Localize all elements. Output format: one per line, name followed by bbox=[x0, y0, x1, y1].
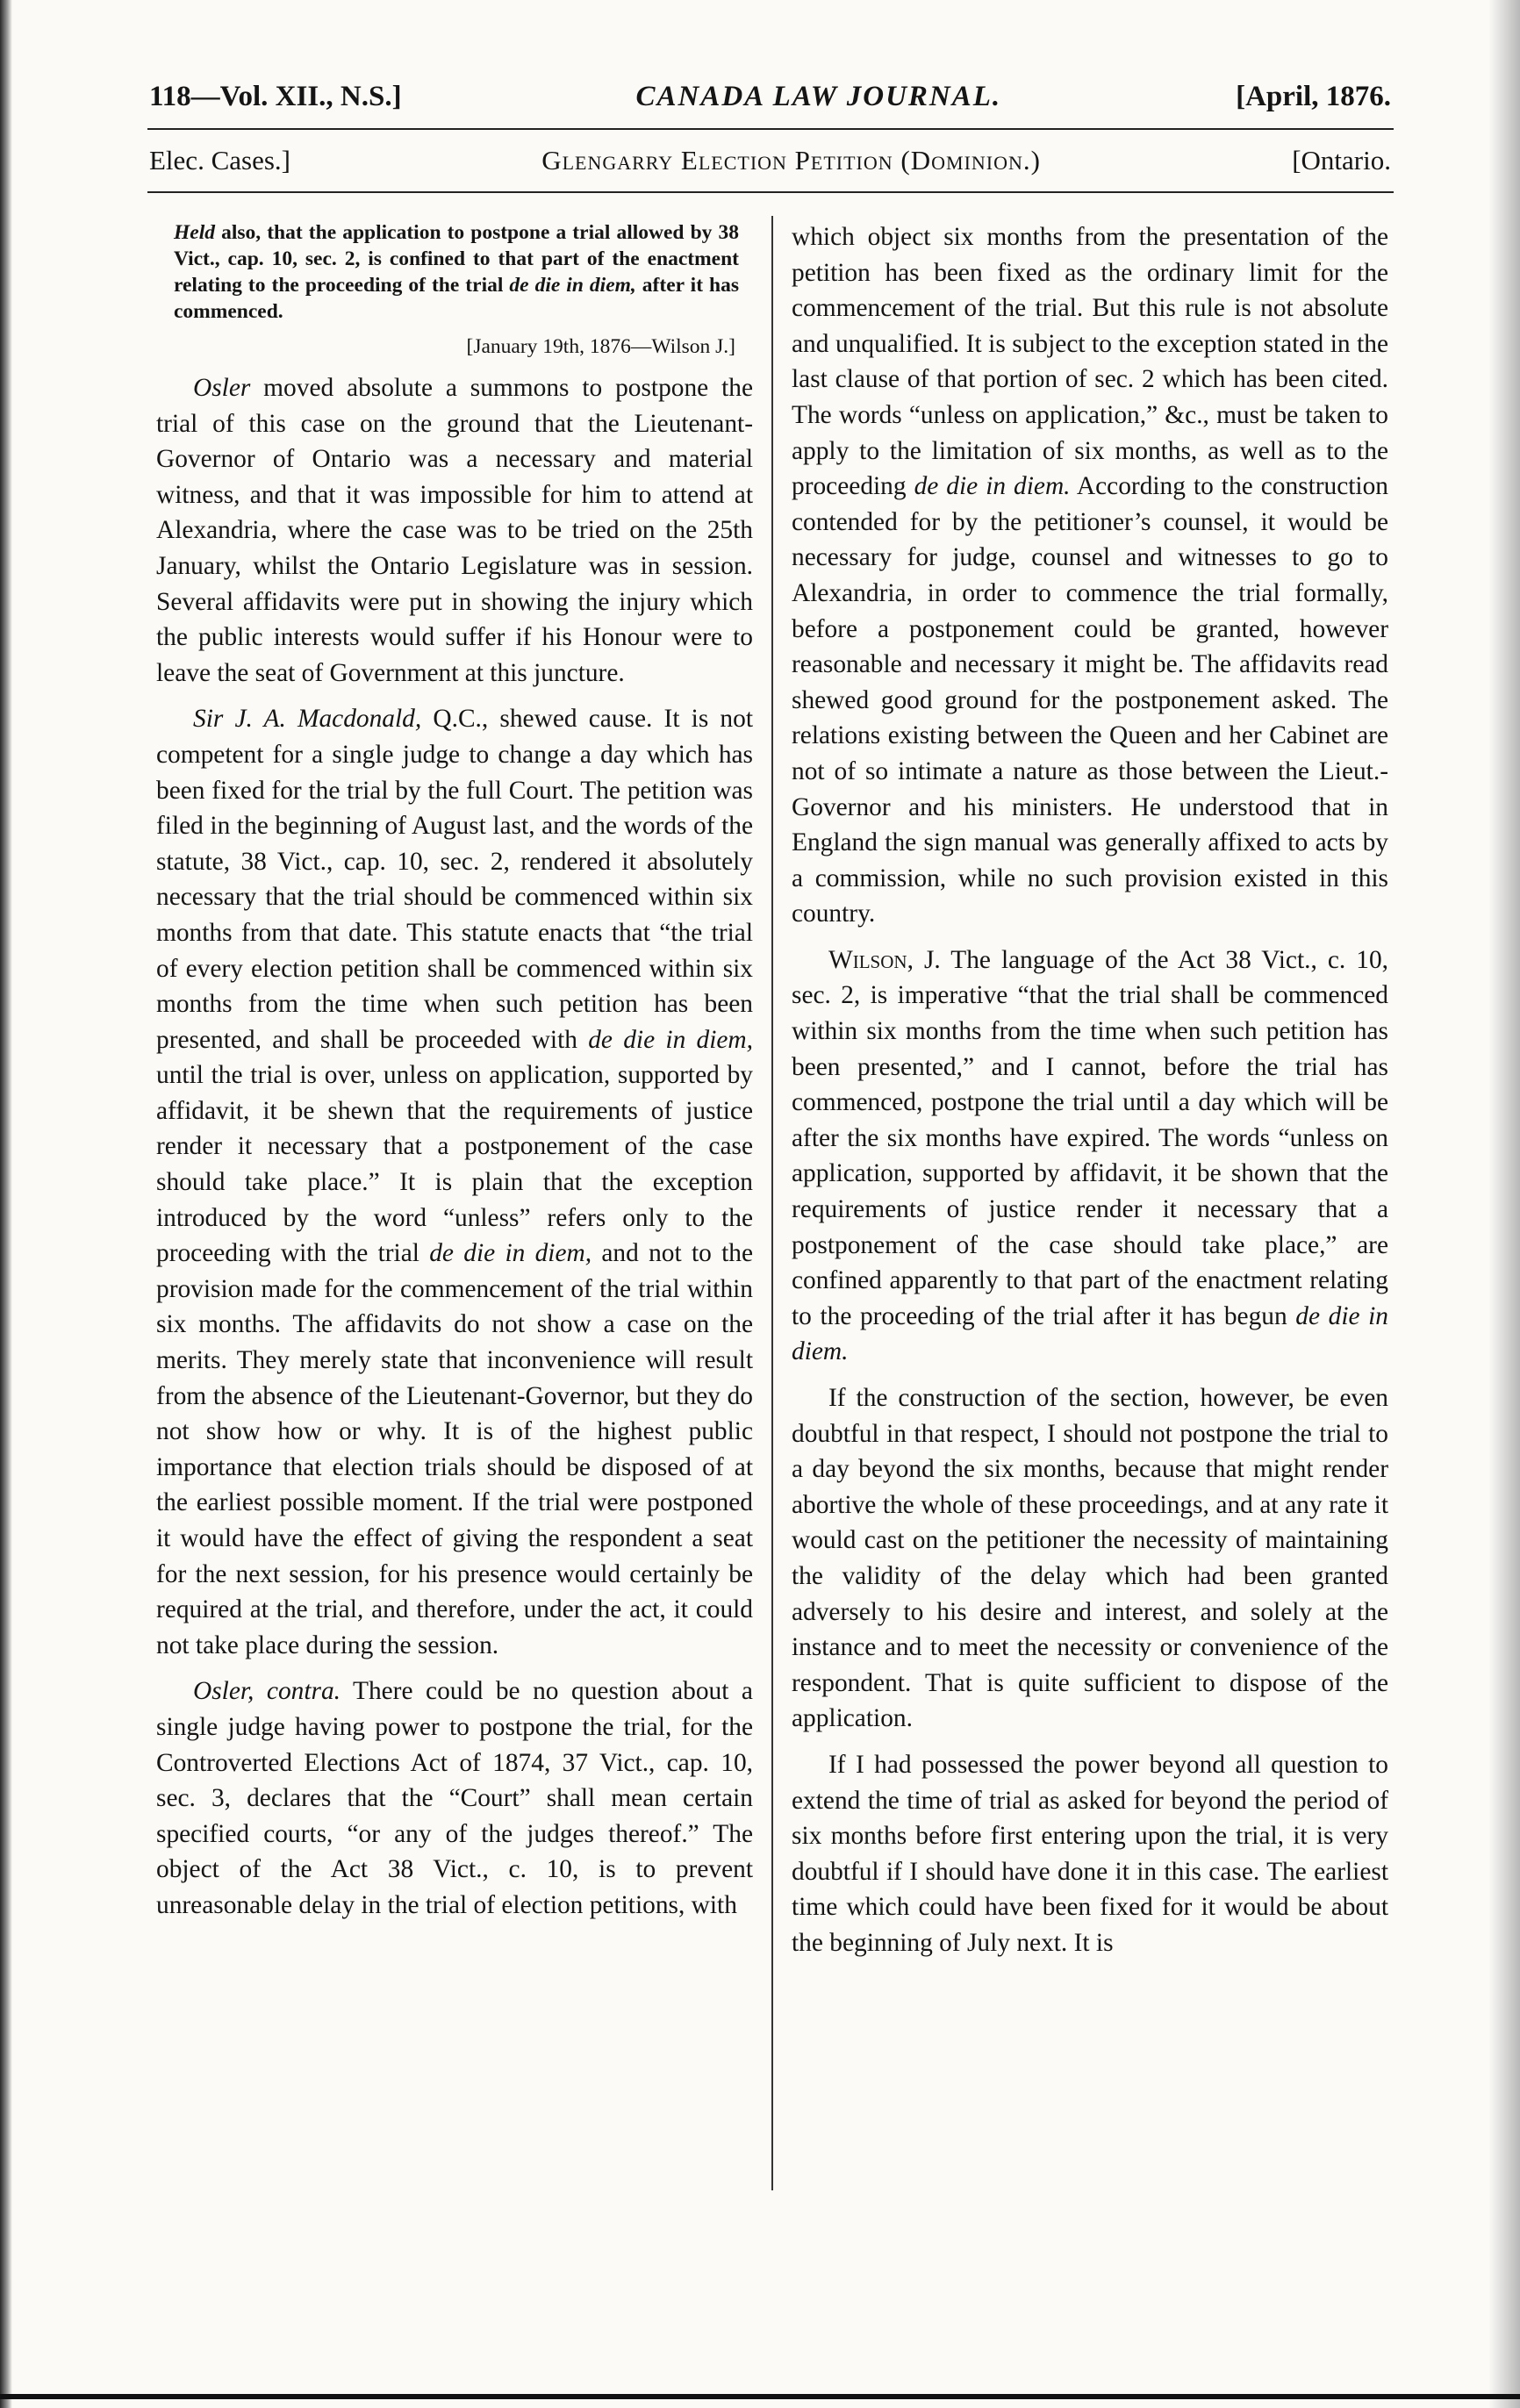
paragraph-osler-motion: Osler moved absolute a summons to postpone the trial of this case on the ground that the Lieutenant-Governor of Ontario was a necessary and material witness, and that it was impossible for him to attend at Alexandria, where the case was to be tried on the 25th January, whilst the Ontario Legislature was in session. Several affidavits were put in showing the injury which the public interests would suffer if his Honour were to leave the seat of Government at this juncture. bbox=[156, 374, 753, 687]
right-column bbox=[792, 219, 1388, 1961]
paragraph-osler-contra: Osler, contra. There could be no question about a single judge having power to postpone the trial, for the Controverted Elections Act of 1874, 37 Vict., cap. 10, sec. 3, declares that the “Court” shall mean certain specified courts, “or any of the judges thereof.” The object of the Act 38 Vict., c. 10, is to prevent unreasonable delay in the trial of election petitions, with bbox=[156, 1677, 753, 1919]
column-divider bbox=[771, 216, 773, 2190]
page-bottom-edge bbox=[0, 2394, 1520, 2399]
scan-right-edge bbox=[1488, 0, 1520, 2408]
paragraph-continued: which object six months from the presentation of the petition has been fixed as the ordinary limit for the commencement of the trial. But this rule is not absolute and unqualified. It is subject to the exception stated in the last clause of that portion of sec. 2 which has been cited. The words “unless on application,” &c., must be taken to apply to the limitation of six months, as well as to the proceeding de die in diem. According to the construction contended for by the petitioner’s counsel, it would be necessary for judge, counsel and witnesses to go to Alexandria, in order to commence the trial formally, before a postponement could be granted, however reasonable and necessary it might be. The affidavits read shewed good ground for the postponement asked. The relations existing between the Queen and her Cabinet are not of so intimate a nature as those between the Lieut.-Governor and his ministers. He understood that in England the sign manual was generally affixed to acts by a commission, while no such provision existed in this country. bbox=[792, 223, 1388, 928]
decision-dateline: [January 19th, 1876—Wilson J.] bbox=[466, 335, 735, 358]
running-header bbox=[149, 70, 1391, 123]
paragraph-power: If I had possessed the power beyond all question to extend the time of trial as asked for beyond the period of six months before first entering upon the trial, it is very doubtful if I should have done it in this case. The earliest time which could have been fixed for it would be about the beginning of July next. It is bbox=[792, 1750, 1388, 1957]
page-volume: 118—Vol. XII., N.S.] bbox=[149, 80, 402, 112]
scan-left-edge bbox=[0, 0, 12, 2408]
paragraph-wilson-judgment: Wilson, J. The language of the Act 38 Vict., c. 10, sec. 2, is imperative “that the trial shall be commenced within six months from the time when such petition has been presented,” and I cannot, before the trial has commenced, postpone the trial until a day which will be after the six months have expired. The words “unless on application, supported by affidavit, it be shown that the requirements of justice render it necessary that a postponement of the case should take place,” are confined apparently to that part of the enactment relating to the proceeding of the trial after it has begun de die in diem. bbox=[792, 945, 1388, 1366]
case-title: Glengarry Election Petition (Dominion.) bbox=[541, 145, 1041, 176]
section-category: Elec. Cases.] bbox=[149, 145, 290, 176]
issue-date: [April, 1876. bbox=[1236, 80, 1391, 112]
header-rule bbox=[147, 128, 1394, 130]
section-rule bbox=[147, 191, 1394, 193]
section-province: [Ontario. bbox=[1292, 145, 1391, 176]
paragraph-construction: If the construction of the section, however, be even doubtful in that respect, I should not postpone the trial to a day beyond the six months, because that might render abortive the whole of these proceedings, and at any rate it would cast on the petitioner the necessity of maintaining the validity of the delay which had been granted adversely to his desire and interest, and solely at the instance and to meet the necessity or convenience of the respondent. That is quite sufficient to dispose of the application. bbox=[792, 1384, 1388, 1733]
left-column bbox=[156, 219, 753, 1924]
headnote: Held also, that the application to postpone a trial allowed by 38 Vict., cap. 10, sec. 2, is confined to that part of the enactment relating to the proceeding of the trial de die in diem, after it has commenced. bbox=[174, 221, 739, 323]
section-header bbox=[149, 139, 1391, 183]
journal-title: CANADA LAW JOURNAL. bbox=[635, 80, 1002, 112]
paragraph-macdonald-cause: Sir J. A. Macdonald, Q.C., shewed cause. It is not competent for a single judge to change a day which has been fixed for the trial by the full Court. The petition was filed in the beginning of August last, and the words of the statute, 38 Vict., cap. 10, sec. 2, rendered it absolutely necessary that the trial should be commenced within six months from that date. This statute enacts that “the trial of every election petition shall be commenced within six months from the time when such petition has been presented, and shall be proceeded with de die in diem, until the trial is over, unless on application, supported by affidavit, it be shewn that the requirements of justice render it necessary that a postponement of the case should take place.” It is plain that the exception introduced by the word “unless” refers only to the proceeding with the trial de die in diem, and not to the provision made for the commencement of the trial within six months. The affidavits do not show a case on the merits. They merely state that inconvenience will result from the absence of the Lieutenant-Governor, but they do not show how or why. It is of the highest public importance that election trials should be disposed of at the earliest possible moment. If the trial were postponed it would have the effect of giving the respondent a seat for the next session, for his presence would certainly be required at the trial, and therefore, under the act, it could not take place during the session. bbox=[156, 705, 754, 1659]
